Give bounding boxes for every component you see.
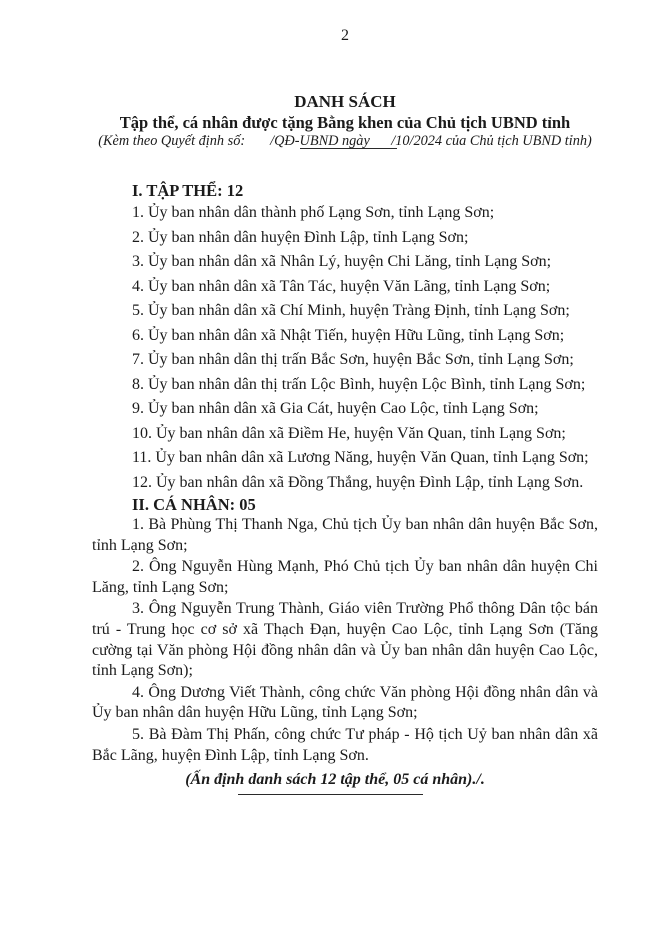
section2-heading: II. CÁ NHÂN: 05	[132, 495, 256, 514]
document-title: DANH SÁCH	[294, 92, 396, 111]
collective-item-6: 6. Ủy ban nhân dân xã Nhật Tiến, huyện Hữu Lũng, tỉnh Lạng Sơn;	[132, 326, 565, 344]
individual-item-3: 3. Ông Nguyễn Trung Thành, Giáo viên Trường Phổ thông Dân tộc bán trú - Trung học cơ sở xã Thạch Đạn, huyện Cao Lộc, tỉnh Lạng Sơn (Tăng cường tại Văn phòng Hội đồng nhân dân và Ủy ban nhân dân huyện Cao Lộc, tỉnh Lạng Sơn);	[92, 600, 598, 680]
individual-item-4: 4. Ông Dương Viết Thành, công chức Văn phòng Hội đồng nhân dân và Ủy ban nhân dân huyện Hữu Lũng, tỉnh Lạng Sơn;	[92, 683, 598, 722]
document-subtitle: Tập thể, cá nhân được tặng Bằng khen của Chủ tịch UBND tỉnh	[119, 113, 571, 132]
collective-item-1: 1. Ủy ban nhân dân thành phố Lạng Sơn, tỉnh Lạng Sơn;	[132, 204, 495, 221]
collective-item-3: 3. Ủy ban nhân dân xã Nhân Lý, huyện Chi Lăng, tỉnh Lạng Sơn;	[132, 253, 552, 270]
text-column	[92, 0, 598, 795]
collective-item-4: 4. Ủy ban nhân dân xã Tân Tác, huyện Văn Lãng, tỉnh Lạng Sơn;	[132, 277, 551, 295]
individual-item-5: 5. Bà Đàm Thị Phấn, công chức Tư pháp - Hộ tịch Uỷ ban nhân dân xã Bắc Lãng, huyện Đình Lập, tỉnh Lạng Sơn.	[92, 725, 598, 764]
collective-item-7: 7. Ủy ban nhân dân thị trấn Bắc Sơn, huyện Bắc Sơn, tỉnh Lạng Sơn;	[132, 351, 574, 368]
footer-divider-line	[238, 794, 423, 795]
header-divider-line	[300, 148, 397, 149]
document-footer	[92, 769, 598, 795]
decision-reference-note: (Kèm theo Quyết định số: /QĐ-UBND ngày /10/2024 của Chủ tịch UBND tỉnh)	[98, 133, 592, 149]
collective-item-8: 8. Ủy ban nhân dân thị trấn Lộc Bình, huyện Lộc Bình, tỉnh Lạng Sơn;	[132, 375, 586, 393]
collective-item-5: 5. Ủy ban nhân dân xã Chí Minh, huyện Tràng Định, tỉnh Lạng Sơn;	[132, 302, 570, 319]
section-individuals	[92, 495, 598, 766]
individual-item-1: 1. Bà Phùng Thị Thanh Nga, Chủ tịch Ủy ban nhân dân huyện Bắc Sơn, tỉnh Lạng Sơn;	[92, 516, 598, 554]
individual-item-2: 2. Ông Nguyễn Hùng Mạnh, Phó Chủ tịch Ủy ban nhân dân huyện Chi Lăng, tỉnh Lạng Sơn;	[92, 558, 598, 596]
collective-item-11: 11. Ủy ban nhân dân xã Lương Năng, huyện Văn Quan, tỉnh Lạng Sơn;	[132, 449, 589, 466]
closing-note: (Ấn định danh sách 12 tập thể, 05 cá nhân)./.	[185, 771, 485, 789]
collective-item-2: 2. Ủy ban nhân dân huyện Đình Lập, tỉnh Lạng Sơn;	[132, 228, 469, 246]
document-header	[92, 91, 598, 149]
collective-item-10: 10. Ủy ban nhân dân xã Điềm He, huyện Văn Quan, tỉnh Lạng Sơn;	[132, 424, 566, 442]
page-number: 2	[341, 27, 349, 44]
section-collectives	[92, 181, 598, 495]
collective-item-12: 12. Ủy ban nhân dân xã Đồng Thắng, huyện Đình Lập, tỉnh Lạng Sơn.	[132, 473, 584, 491]
section1-heading: I. TẬP THỂ: 12	[132, 181, 244, 200]
collective-item-9: 9. Ủy ban nhân dân xã Gia Cát, huyện Cao Lộc, tỉnh Lạng Sơn;	[132, 400, 539, 417]
